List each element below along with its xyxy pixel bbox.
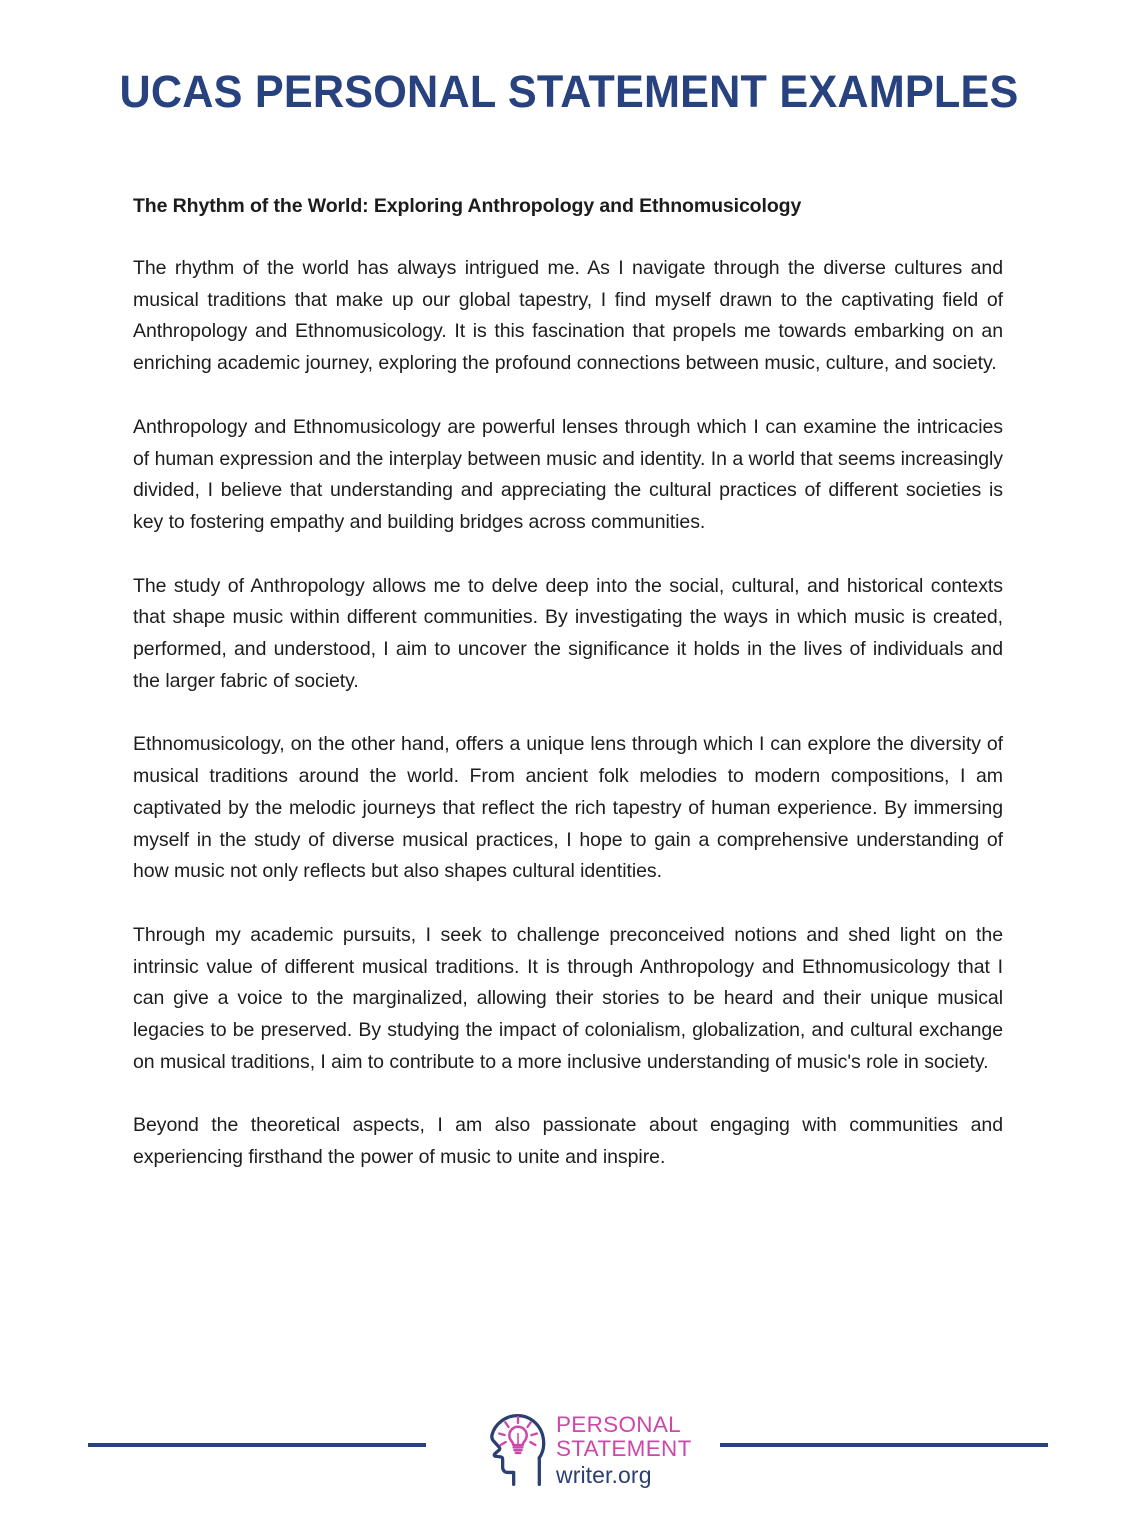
essay-paragraph: The study of Anthropology allows me to delve deep into the social, cultural, and historical contexts that shape music within different communities. By investigating the ways in which music is created, performed, and understood, I aim to uncover the significance it holds in the lives of individuals and the larger fabric of society. [133,574,1003,692]
head-with-lightbulb-icon [489,1411,549,1489]
page-title: UCAS PERSONAL STATEMENT EXAMPLES [119,66,1019,117]
essay-paragraph: Ethnomusicology, on the other hand, offers a unique lens through which I can explore the diversity of musical traditions around the world. From ancient folk melodies to modern compositions, I am captivated by the melodic journeys that reflect the rich tapestry of human experience. By immersing myself in the study of diverse musical practices, I hope to gain a comprehensive understanding of how music not only reflects but also shapes cultural identities. [133,733,1003,883]
essay-paragraph: Anthropology and Ethnomusicology are powerful lenses through which I can examine the intricacies of human expression and the interplay between music and identity. In a world that seems increasingly divided, I believe that understanding and appreciating the cultural practices of different societies is key to fostering empathy and building bridges across communities. [133,415,1003,533]
essay-paragraph: Beyond the theoretical aspects, I am also passionate about engaging with communities and experiencing firsthand the power of music to unite and inspire. [133,1114,1003,1169]
brand-logo [489,1404,692,1496]
essay-paragraph: The rhythm of the world has always intrigued me. As I navigate through the diverse cultures and musical traditions that make up our global tapestry, I find myself drawn to the captivating field of Anthropology and Ethnomusicology. It is this fascination that propels me towards embarking on an enriching academic journey, exploring the profound connections between music, culture, and society. [133,257,1003,375]
essay-paragraph: Through my academic pursuits, I seek to challenge preconceived notions and shed light on the intrinsic value of different musical traditions. It is through Anthropology and Ethnomusicology that I can give a voice to the marginalized, allowing their stories to be heard and their unique musical legacies to be preserved. By studying the impact of colonialism, globalization, and cultural exchange on musical traditions, I aim to contribute to a more inclusive understanding of music's role in society. [133,923,1003,1073]
page-footer [0,1398,1138,1508]
essay-heading: The Rhythm of the World: Exploring Anthropology and Ethnomusicology [133,195,802,217]
footer-divider-left [88,1443,426,1447]
brand-wordmark [556,1413,692,1488]
footer-divider-right [720,1443,1048,1447]
essay-body [133,192,1003,1174]
brand-line-domain: writer.org [556,1461,652,1488]
brand-line-personal: PERSONAL [556,1411,681,1437]
brand-line-statement: STATEMENT [556,1436,692,1461]
